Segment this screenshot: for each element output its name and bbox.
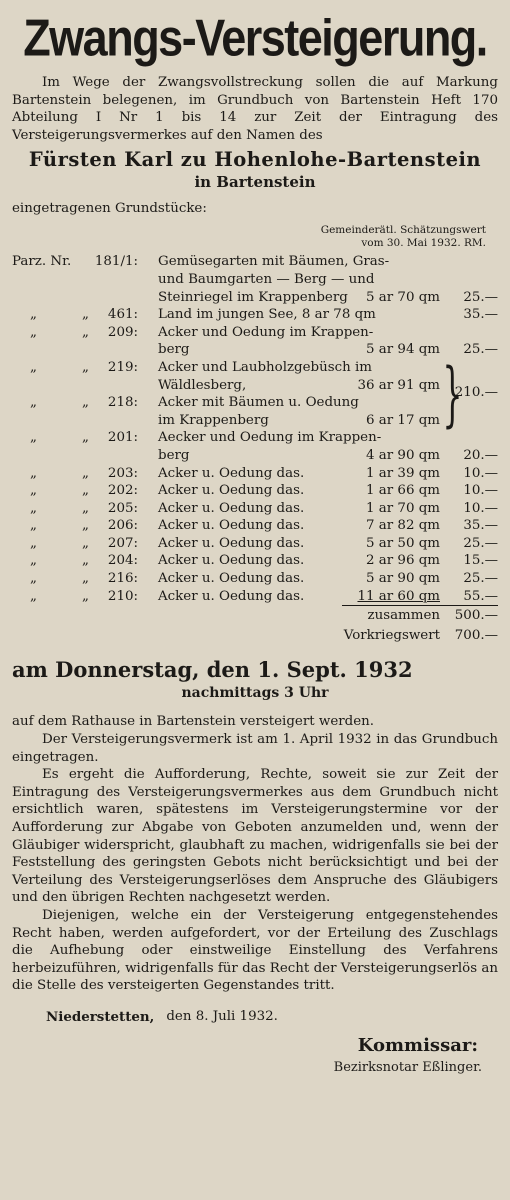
parcel-value: 25.— (463, 289, 498, 305)
ditto-mark: „ (30, 483, 37, 499)
parcel-value: 25.— (463, 342, 498, 358)
valuation-header: Gemeinderätl. Schätzungswert vom 30. Mai 1932. RM. (320, 224, 486, 249)
parcel-description: Acker u. Oedung das. (158, 588, 305, 604)
brace: } (442, 352, 463, 435)
parcel-number: 219: (107, 359, 138, 375)
parcel-number: 216: (107, 571, 138, 587)
ditto-mark: „ (82, 518, 89, 534)
ditto-mark: „ (82, 500, 89, 516)
parcel-row (12, 359, 498, 377)
prewar-label: Vorkriegswert (343, 628, 440, 644)
registered-text: eingetragenen Grundstücke: (12, 201, 207, 217)
parcel-description: Acker u. Oedung das. (158, 571, 305, 587)
owner-location: in Bartenstein (194, 173, 316, 192)
ditto-mark: „ (30, 307, 37, 323)
parcel-size: 11 ar 60 qm (357, 588, 440, 604)
ditto-mark: „ (82, 571, 89, 587)
parcel-value: 25.— (463, 571, 498, 587)
commissioner-label: Kommissar: (357, 1034, 478, 1056)
owner-name: Fürsten Karl zu Hohenlohe-Bartenstein (28, 148, 482, 172)
parcel-size: 5 ar 70 qm (366, 289, 440, 305)
ditto-mark: „ (30, 553, 37, 569)
notary-name: Bezirksnotar Eßlinger. (333, 1059, 482, 1075)
ditto-mark: „ (30, 359, 37, 375)
parcel-value: 25.— (463, 535, 498, 551)
ditto-mark: „ (30, 465, 37, 481)
parcel-number: 204: (107, 553, 138, 569)
prewar-value: 700.— (454, 628, 498, 644)
parcel-number: 218: (107, 395, 138, 411)
parcel-size: 1 ar 39 qm (366, 465, 440, 481)
total-label: zusammen (367, 608, 440, 624)
parcel-value: 55.— (440, 588, 498, 607)
parcel-description: Acker u. Oedung das. (158, 553, 305, 569)
ditto-mark: „ (82, 535, 89, 551)
parcel-row (12, 447, 498, 465)
ditto-mark: „ (30, 500, 37, 516)
parcel-value: 15.— (463, 553, 498, 569)
notice-title: Zwangs-Versteigerung. (23, 8, 487, 67)
parcel-value: 10.— (463, 483, 498, 499)
parcel-number: 206: (107, 518, 138, 534)
parcel-number: 203: (107, 465, 138, 481)
total-row (12, 606, 498, 626)
place-date-line (12, 1009, 498, 1025)
auction-time: nachmittags 3 Uhr (181, 685, 329, 702)
parcel-row (12, 306, 498, 324)
parcel-value: 210.— (454, 385, 498, 401)
ditto-mark: „ (82, 359, 89, 375)
parcel-description: Acker u. Oedung das. (158, 535, 305, 551)
parcel-row (12, 253, 498, 271)
parcel-row (12, 535, 498, 553)
parcel-number: 461: (107, 307, 138, 323)
parcel-description: Steinriegel im Krappenberg (158, 289, 348, 305)
parcel-size: 5 ar 50 qm (366, 535, 440, 551)
parcel-description: und Baumgarten — Berg — und (158, 271, 375, 287)
parcel-number: 209: (107, 324, 138, 340)
parcel-number: 201: (107, 430, 138, 446)
place-date: den 8. Juli 1932. (166, 1008, 278, 1024)
parcel-number: 210: (107, 588, 138, 604)
parcel-row (12, 377, 498, 395)
ditto-mark: „ (30, 395, 37, 411)
parcel-size: 5 ar 94 qm (366, 342, 440, 358)
parcel-number: 207: (107, 535, 138, 551)
parcel-description: Wäldlesberg, (158, 377, 247, 393)
parcel-row (12, 324, 498, 342)
parcel-list (12, 253, 498, 605)
ditto-mark: „ (82, 430, 89, 446)
total-value: 500.— (454, 608, 498, 624)
parcel-description: Acker u. Oedung das. (158, 518, 305, 534)
parcel-row (12, 341, 498, 359)
parcel-row (12, 394, 498, 412)
parcel-row (12, 465, 498, 483)
paragraph-location: auf dem Rathause in Bartenstein versteigert werden. (12, 714, 375, 730)
parcel-row (12, 289, 498, 307)
ditto-mark: „ (30, 588, 37, 604)
parcel-number: 202: (107, 483, 138, 499)
parcel-description: Land im jungen See, 8 ar 78 qm (158, 307, 376, 323)
ditto-mark: „ (30, 535, 37, 551)
parcel-value: 10.— (463, 500, 498, 516)
ditto-mark: „ (82, 324, 89, 340)
parcel-description: Gemüsegarten mit Bäumen, Gras- (158, 254, 390, 270)
parcel-value: 35.— (463, 518, 498, 534)
auction-date: am Donnerstag, den 1. Sept. 1932 (12, 657, 413, 683)
parcel-row (12, 588, 498, 606)
ditto-mark: „ (30, 430, 37, 446)
prewar-row (12, 626, 498, 646)
parcel-row (12, 482, 498, 500)
parcel-description: im Krappenberg (158, 412, 269, 428)
parcel-row (12, 271, 498, 289)
parcel-size: 36 ar 91 qm (357, 377, 440, 393)
ditto-mark: „ (82, 553, 89, 569)
parcel-row (12, 412, 498, 430)
parcel-size: 2 ar 96 qm (366, 553, 440, 569)
ditto-mark: „ (82, 483, 89, 499)
ditto-mark: „ (82, 588, 89, 604)
parcel-size: 6 ar 17 qm (366, 412, 440, 428)
parcel-row (12, 570, 498, 588)
ditto-mark: „ (82, 395, 89, 411)
parcel-value: 20.— (463, 447, 498, 463)
ditto-mark: „ (82, 465, 89, 481)
parcel-number: 205: (107, 500, 138, 516)
parcel-row (12, 517, 498, 535)
parcel-size: 7 ar 82 qm (366, 518, 440, 534)
parcel-size: 5 ar 90 qm (366, 571, 440, 587)
parcel-size: 1 ar 70 qm (366, 500, 440, 516)
ditto-mark: „ (30, 324, 37, 340)
intro-paragraph: Im Wege der Zwangsvollstreckung sollen die auf Markung Bartenstein belegenen, im Grundbuch von Bartenstein Heft 170 Abteilung I Nr 1 bis 14 zur Zeit der Eintragung des Versteigerungsvermerkes auf den Namen des (12, 75, 498, 143)
parcel-size: 4 ar 90 qm (366, 447, 440, 463)
parcel-value: 10.— (463, 465, 498, 481)
parcel-description: Acker u. Oedung das. (158, 500, 305, 516)
ditto-mark: „ (30, 518, 37, 534)
parcel-prefix: Parz. Nr. (12, 254, 72, 270)
place: Niederstetten, (46, 1008, 155, 1025)
parcel-row (12, 552, 498, 570)
parcel-value: 35.— (463, 307, 498, 323)
ditto-mark: „ (30, 571, 37, 587)
paragraph-claims: Es ergeht die Aufforderung, Rechte, soweit sie zur Zeit der Eintragung des Versteigerungsvermerkes aus dem Grundbuch nicht ersichtlich waren, spätestens im Versteigerungstermine vor der Aufforderung zur Abgabe von Geboten anzumelden und, wenn der Gläubiger widerspricht, glaubhaft zu machen, widrigenfalls sie bei der Feststellung des geringsten Gebots nicht berücksichtigt und bei der Verteilung des Versteigerungserlöses dem Anspruche des Gläubigers und den übrigen Rechten nachgesetzt werden. (12, 767, 498, 906)
parcel-description: berg (158, 447, 190, 463)
parcel-description: Acker und Laubholzgebüsch im (158, 359, 372, 375)
parcel-description: Acker u. Oedung das. (158, 465, 305, 481)
parcel-number: 181/1: (94, 254, 138, 270)
paragraph-registration: Der Versteigerungsvermerk ist am 1. April 1932 in das Grundbuch eingetragen. (12, 731, 498, 765)
parcel-size: 1 ar 66 qm (366, 483, 440, 499)
ditto-mark: „ (82, 307, 89, 323)
parcel-row (12, 429, 498, 447)
parcel-description: berg (158, 342, 190, 358)
parcel-description: Aecker und Oedung im Krappen- (158, 430, 382, 446)
parcel-row (12, 500, 498, 518)
parcel-description: Acker u. Oedung das. (158, 483, 305, 499)
parcel-description: Acker und Oedung im Krappen- (158, 324, 374, 340)
parcel-description: Acker mit Bäumen u. Oedung (158, 395, 359, 411)
paragraph-objections: Diejenigen, welche ein der Versteigerung entgegenstehendes Recht haben, werden aufgefordert, vor der Erteilung des Zuschlags die Aufhebung oder einstweilige Einstellung des Verfahrens herbeizuführen, widrigenfalls für das Recht der Versteigerungserlös an die Stelle des versteigerten Gegenstandes tritt. (12, 907, 498, 994)
